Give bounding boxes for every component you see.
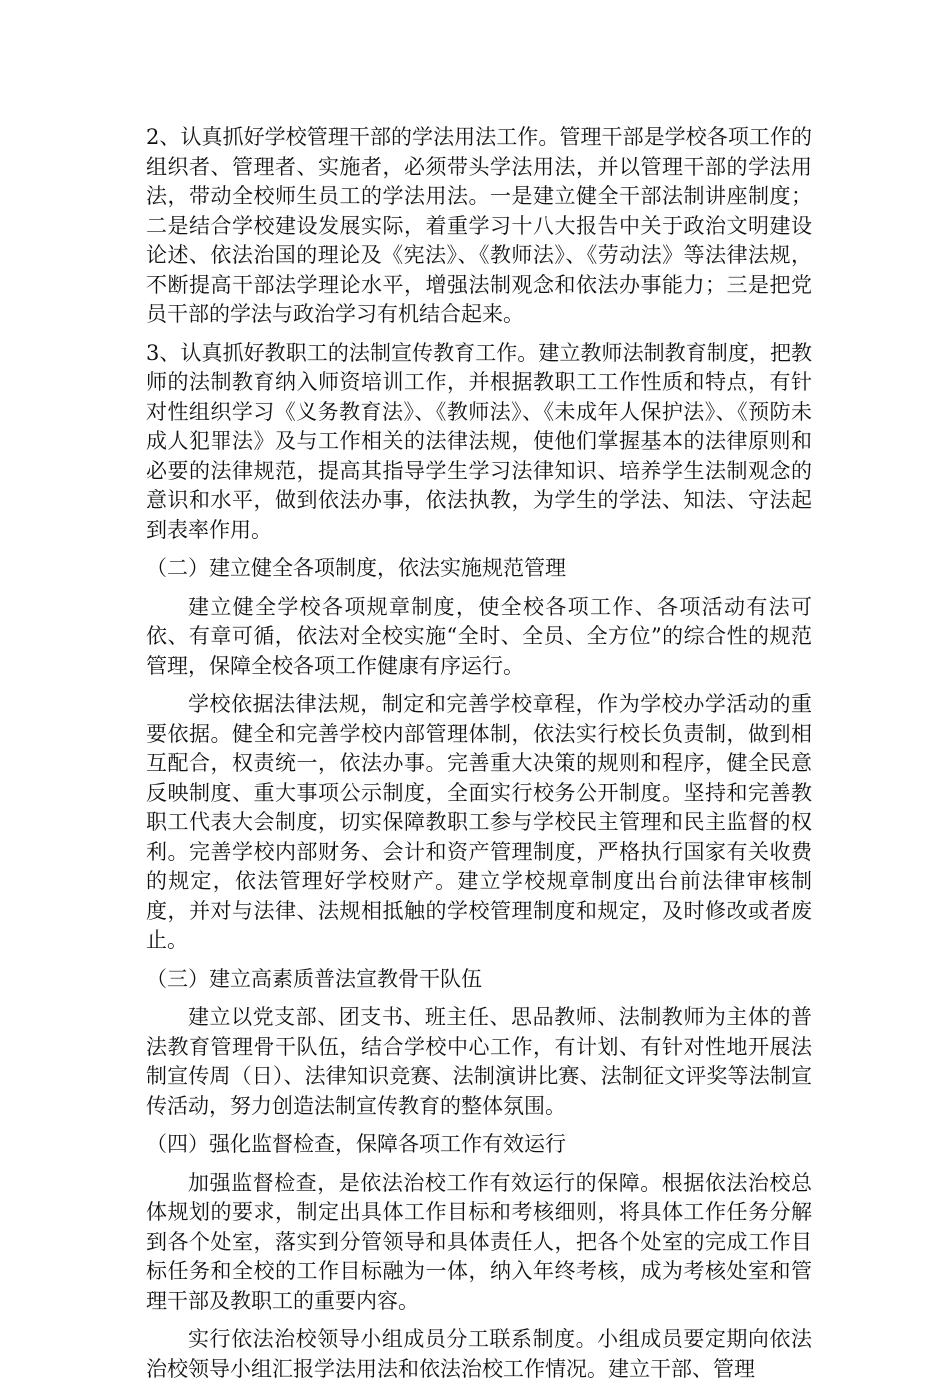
paragraph-supervision: 加强监督检查，是依法治校工作有效运行的保障。根据依法治校总体规划的要求，制定出具体工作目标和考核细则，将具体工作任务分解到各个处室，落实到分管领导和具体责任人，把各个处室的完成工作目标任务和全校的工作目标融为一体，纳入年终考核，成为考核处室和管理干部及教职工的重要内容。 bbox=[146, 1170, 812, 1313]
paragraph-liaison-system: 实行依法治校领导小组成员分工联系制度。小组成员要定期向依法治校领导小组汇报学法用法和依法治校工作情况。建立干部、管理 bbox=[146, 1327, 812, 1381]
section-heading-4: （四）强化监督检查，保障各项工作有效运行 bbox=[146, 1132, 566, 1156]
paragraph-staff-law-education: 3、认真抓好教职工的法制宣传教育工作。建立教师法制教育制度，把教师的法制教育纳入师资培训工作，并根据教职工工作性质和特点，有针对性组织学习《义务教育法》、《教师法》、《未成年人保护法》、《预防未成人犯罪法》及与工作相关的法律法规，使他们掌握基本的法律原则和必要的法律规范，提高其指导学生学习法律知识、培养学生法制观念的意识和水平，做到依法办事，依法执教，为学生的学法、知法、守法起到表率作用。 bbox=[146, 340, 812, 542]
paragraph-rules-system: 建立健全学校各项规章制度，使全校各项工作、各项活动有法可依、有章可循，依法对全校实施“全时、全员、全方位”的综合性的规范管理，保障全校各项工作健康有序运行。 bbox=[146, 594, 812, 678]
section-heading-2: （二）建立健全各项制度，依法实施规范管理 bbox=[146, 556, 566, 580]
section-heading-3: （三）建立高素质普法宣教骨干队伍 bbox=[146, 966, 482, 991]
paragraph-cadre-law-study: 2、认真抓好学校管理干部的学法用法工作。管理干部是学校各项工作的组织者、管理者、实施者，必须带头学法用法，并以管理干部的学法用法，带动全校师生员工的学法用法。一是建立健全干部法制讲座制度；二是结合学校建设发展实际，着重学习十八大报告中关于政治文明建设论述、依法治国的理论及《宪法》、《教师法》、《劳动法》等法律法规，不断提高干部法学理论水平，增强法制观念和依法办事能力；三是把党员干部的学法与政治学习有机结合起来。 bbox=[146, 125, 812, 326]
paragraph-school-charter: 学校依据法律法规，制定和完善学校章程，作为学校办学活动的重要依据。健全和完善学校内部管理体制，依法实行校长负责制，做到相互配合，权责统一，依法办事。完善重大决策的规则和程序，健全民意反映制度、重大事项公示制度，全面实行校务公开制度。坚持和完善教职工代表大会制度，切实保障教职工参与学校民主管理和民主监督的权利。完善学校内部财务、会计和资产管理制度，严格执行国家有关收费的规定，依法管理好学校财产。建立学校规章制度出台前法律审核制度，并对与法律、法规相抵触的学校管理制度和规定，及时修改或者废止。 bbox=[146, 692, 812, 952]
paragraph-backbone-team: 建立以党支部、团支书、班主任、思品教师、法制教师为主体的普法教育管理骨干队伍，结合学校中心工作，有计划、有针对性地开展法制宣传周（日）、法律知识竞赛、法制演讲比赛、法制征文评奖等法制宣传活动，努力创造法制宣传教育的整体氛围。 bbox=[146, 1005, 812, 1118]
document-page bbox=[146, 123, 812, 1393]
